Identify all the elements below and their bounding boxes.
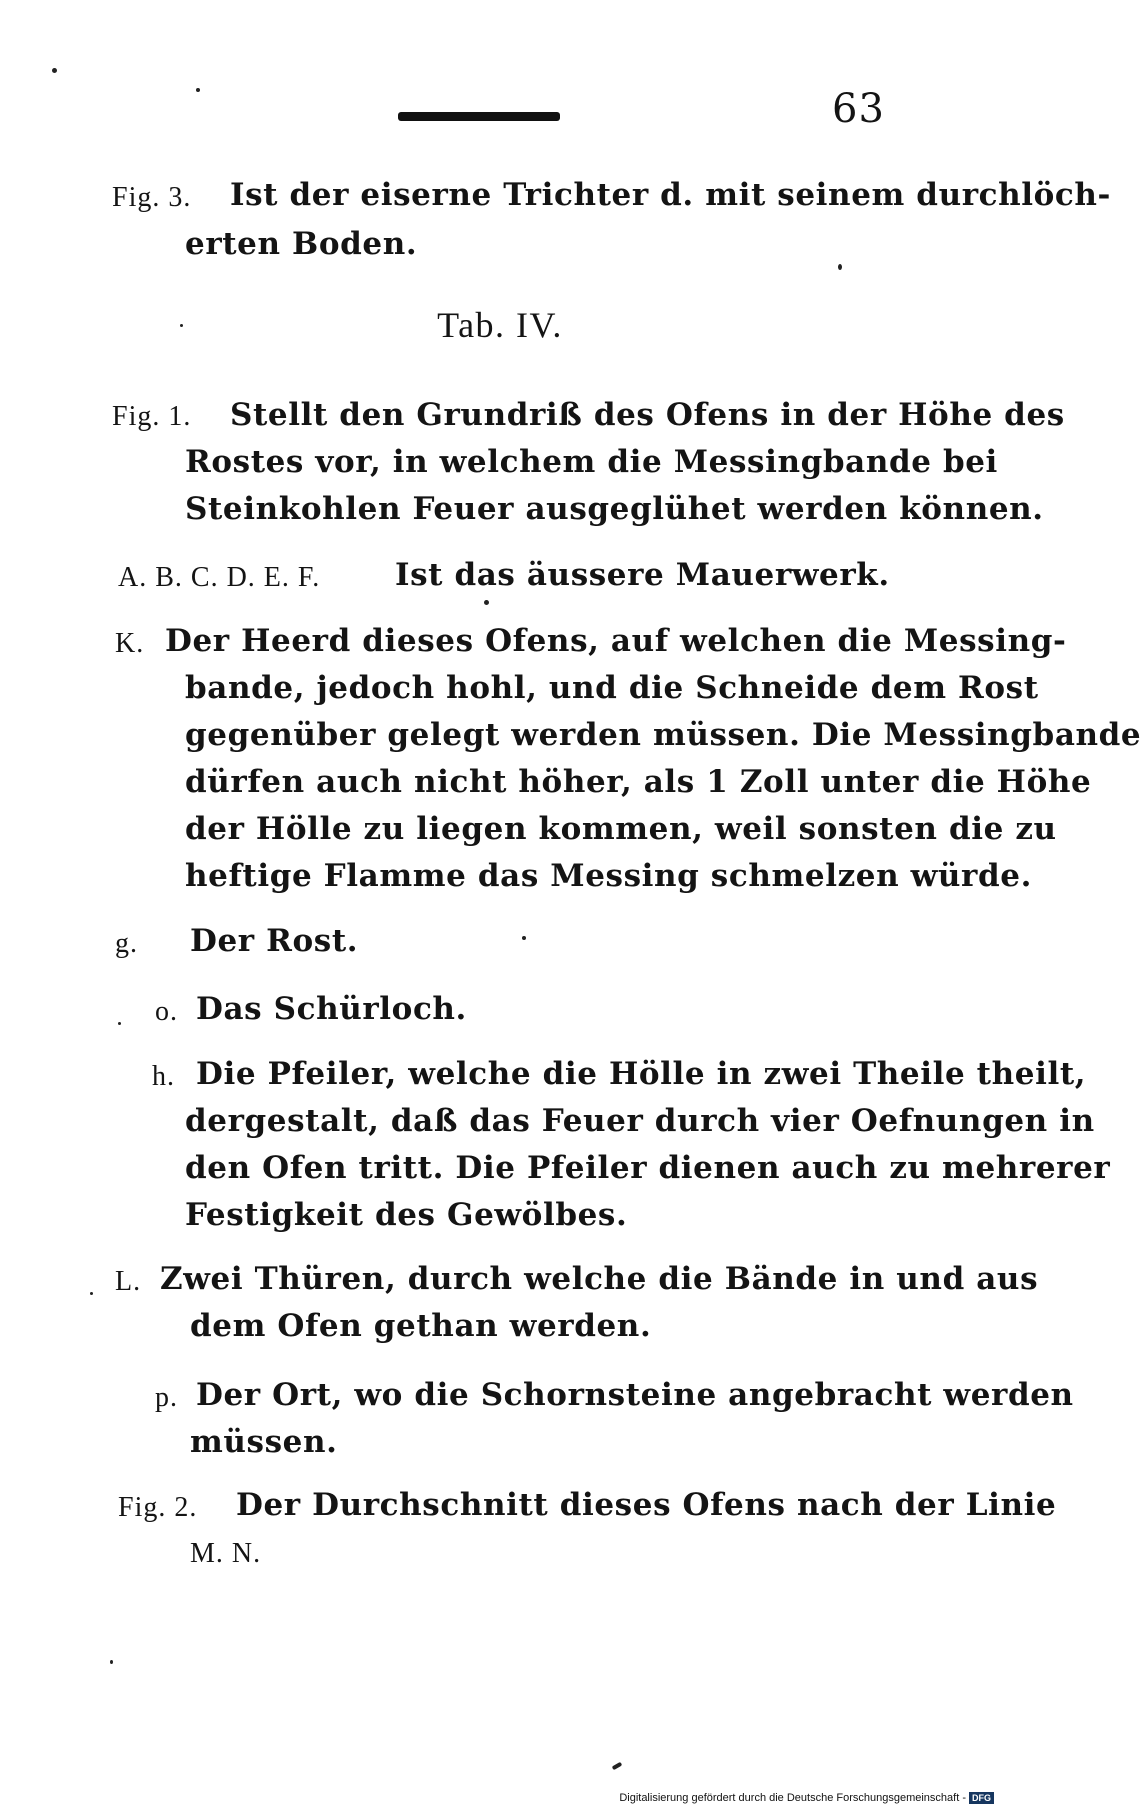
scan-speck — [838, 264, 842, 270]
entry-fig-2-line-2: M. N. — [190, 1538, 262, 1569]
entry-a-f-line-1: Ist das äussere Mauerwerk. — [395, 557, 890, 593]
footer-text: Digitalisierung gefördert durch die Deutsche Forschungsgemeinschaft - — [619, 1792, 966, 1804]
entry-fig-1-line-1: Stellt den Grundriß des Ofens in der Höhe des — [230, 397, 1065, 433]
entry-h-line-1: Die Pfeiler, welche die Hölle in zwei Theile theilt, — [196, 1056, 1087, 1092]
entry-k-line-6: heftige Flamme das Messing schmelzen würde. — [185, 858, 1032, 894]
entry-k-line-3: gegenüber gelegt werden müssen. Die Messingbande — [185, 717, 1141, 753]
entry-o-line-1: Das Schürloch. — [196, 991, 467, 1027]
scan-speck — [180, 324, 183, 327]
entry-label-fig-2: Fig. 2. — [118, 1492, 198, 1523]
scan-speck — [118, 1022, 121, 1025]
entry-label-g: g. — [115, 928, 138, 959]
entry-label-fig-3: Fig. 3. — [112, 182, 192, 213]
entry-fig-1-line-2: Rostes vor, in welchem die Messingbande bei — [185, 444, 998, 480]
entry-k-line-2: bande, jedoch hohl, und die Schneide dem Rost — [185, 670, 1039, 706]
scan-speck — [196, 88, 200, 92]
page-number: 63 — [832, 86, 885, 132]
entry-p-line-2: müssen. — [190, 1424, 338, 1460]
entry-k-line-5: der Hölle zu liegen kommen, weil sonsten die zu — [185, 811, 1057, 847]
entry-label-fig-1: Fig. 1. — [112, 401, 192, 432]
entry-label-o: o. — [155, 996, 178, 1027]
entry-fig-3-line-2: erten Boden. — [185, 226, 418, 262]
entry-k-line-4: dürfen auch nicht höher, als 1 Zoll unter die Höhe — [185, 764, 1092, 800]
entry-g-line-1: Der Rost. — [190, 923, 359, 959]
entry-label-a-f: A. B. C. D. E. F. — [118, 562, 321, 593]
scan-speck — [612, 1762, 623, 1770]
entry-h-line-4: Festigkeit des Gewölbes. — [185, 1197, 628, 1233]
scan-speck — [52, 68, 57, 73]
entry-h-line-3: den Ofen tritt. Die Pfeiler dienen auch zu mehrerer — [185, 1150, 1111, 1186]
table-heading: Tab. IV. — [437, 305, 563, 345]
entry-k-line-1: Der Heerd dieses Ofens, auf welchen die Messing- — [165, 623, 1067, 659]
header-rule — [398, 112, 560, 121]
entry-label-l: L. — [115, 1266, 142, 1297]
entry-l-line-2: dem Ofen gethan werden. — [190, 1308, 652, 1344]
scan-speck — [522, 936, 526, 940]
entry-fig-1-line-3: Steinkohlen Feuer ausgeglühet werden können. — [185, 491, 1044, 527]
entry-fig-2-line-1: Der Durchschnitt dieses Ofens nach der Linie — [236, 1487, 1057, 1523]
entry-fig-3-line-1: Ist der eiserne Trichter d. mit seinem durchlöch- — [230, 177, 1112, 213]
entry-p-line-1: Der Ort, wo die Schornsteine angebracht werden — [196, 1377, 1074, 1413]
entry-h-line-2: dergestalt, daß das Feuer durch vier Oefnungen in — [185, 1103, 1095, 1139]
digitization-footer — [619, 1792, 994, 1804]
scan-speck — [484, 600, 489, 605]
entry-l-line-1: Zwei Thüren, durch welche die Bände in und aus — [160, 1261, 1039, 1297]
scan-speck — [110, 1660, 113, 1664]
entry-label-h: h. — [152, 1061, 175, 1092]
dfg-logo: DFG — [969, 1792, 994, 1804]
entry-label-k: K. — [115, 628, 145, 659]
entry-label-p: p. — [155, 1382, 178, 1413]
scan-speck — [90, 1292, 93, 1295]
